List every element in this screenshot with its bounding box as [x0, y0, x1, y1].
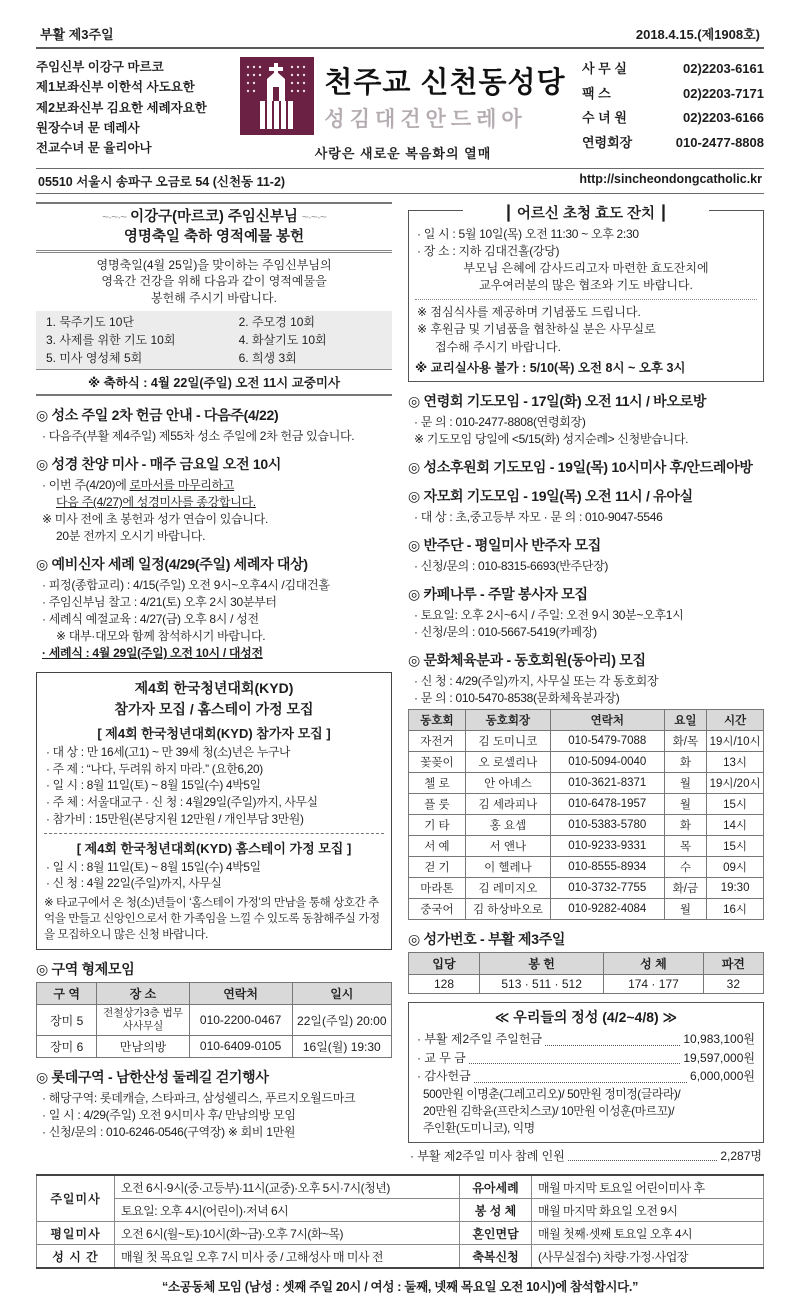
table-row: 서 예 서 앤나 010-9233-9331 목 15시	[409, 836, 764, 857]
table-header-row: 구 역 장 소 연락처 일시	[37, 983, 392, 1005]
table-row: 장미 5 전철상가3층 법무사사무실 010-2200-0467 22일(주일) 20:00	[37, 1005, 392, 1035]
table-row: 기 타 홍 요셉 010-5383-5780 화 14시	[409, 815, 764, 836]
feast-box-body: 영명축일(4월 25일)을 맞이하는 주임신부님의 영육간 건강을 위해 다음과 같이 영적예물을 봉헌해 주시기 바랍니다.	[96, 257, 332, 306]
section-yeonryeong	[408, 391, 764, 448]
offering-row: · 감사헌금 6,000,000원	[417, 1069, 755, 1084]
section-hymns	[408, 929, 764, 994]
donor-line: 500만원 이명춘(그레고리오)/ 50만원 정미정(글라라)/	[423, 1087, 681, 1102]
feast-day-label: 부활 제3주일	[40, 27, 114, 42]
section-title: ◎ 예비신자 세례 일정(4/29(주일) 세례자 대상)	[36, 556, 308, 573]
table-header-row: 입당 봉 헌 성 체 파견	[409, 953, 764, 975]
donor-line: 주인환(도미니코), 익명	[423, 1121, 535, 1136]
schedule-row: 평일미사 오전 6시(월~토)·10시(화~금)·오후 7시(화~목) 혼인면담 매월 첫째·셋째 토요일 오후 4시	[37, 1222, 764, 1245]
kyd-part1-title: [ 제4회 한국청년대회(KYD) 참가자 모집 ]	[97, 725, 331, 741]
section-line: · 토요일: 오후 2시~6시 / 주일: 오전 9시 30분~오후1시	[414, 608, 684, 623]
schedule-row: 토요일: 오후 4시(어린이)·저녁 6시 봉 성 체 매월 마지막 화요일 오전 9시	[37, 1199, 764, 1222]
elders-note: 접수해 주시기 바랍니다.	[435, 339, 561, 354]
offering-item: 3. 사제를 위한 기도 10회	[46, 332, 176, 347]
table-row: 장미 6 만남의방 010-6409-0105 16일(월) 19:30	[37, 1035, 392, 1057]
section-line: · 신 청 : 4/29(주일)까지, 사무실 또는 각 동호회장	[414, 674, 659, 689]
clergy-line: 제1보좌신부 이한석 사도요한	[36, 80, 195, 95]
divider	[415, 299, 757, 300]
section-title: ◎ 성소 주일 2차 헌금 안내 - 다음주(4/22)	[36, 406, 279, 423]
section-title: ◎ 성소후원회 기도모임 - 19일(목) 10시미사 후/안드레아방	[408, 459, 753, 476]
offerings-list	[36, 311, 392, 369]
clergy-list	[36, 57, 224, 162]
table-row: 128 513 · 511 · 512 174 · 177 32	[409, 975, 764, 994]
clergy-line: 전교수녀 문 율리아나	[36, 141, 152, 155]
schedule-row: 주일미사 오전 6시·9시(중·고등부)·11시(교중)·오후 5시·7시(청년) 유아세례 매월 마지막 토요일 어린이미사 후	[37, 1175, 764, 1199]
elders-banquet-box	[408, 206, 764, 382]
section-title: ◎ 자모회 기도모임 - 19일(목) 오전 11시 / 유아실	[408, 488, 693, 505]
contact-row: 팩 스 02)2203-7171	[582, 85, 764, 101]
section-catechumen	[36, 554, 392, 662]
kyd-line: · 참가비 : 15만원(본당지원 12만원 / 개인부담 3만원)	[46, 811, 304, 826]
section-line: · 문 의 : 010-2477-8808(연령회장)	[414, 415, 586, 430]
hymn-table	[408, 952, 764, 994]
section-line: · 해당구역: 롯데캐슬, 스타파크, 삼성쉘리스, 푸르지오월드마크	[42, 1090, 356, 1105]
clergy-line: 제2보좌신부 김요한 세례자요한	[36, 100, 207, 115]
community-quote: “소공동체 모임 (남성 : 셋째 주일 20시 / 여성 : 둘째, 넷째 목요일 오전 10시)에 참석합시다.”	[161, 1280, 639, 1295]
left-column	[36, 200, 392, 1164]
table-row: 첼 로 안 아녜스 010-3621-8371 월 19시/20시	[409, 773, 764, 794]
section-seongso-support	[408, 457, 764, 477]
section-title: ◎ 롯데구역 - 남한산성 둘레길 걷기행사	[36, 1068, 269, 1085]
church-website: http://sincheondongcatholic.kr	[579, 172, 762, 186]
section-line: · 이번 주(4/20)에 로마서를 마무리하고	[42, 478, 235, 493]
district-table	[36, 982, 392, 1057]
swirl-ornament-icon: ~·~·~	[102, 210, 127, 224]
contact-list	[582, 57, 764, 162]
elders-note: ※ 후원금 및 기념품을 협찬하실 분은 사무실로	[417, 322, 656, 337]
offering-item: 4. 화살기도 10회	[238, 332, 327, 347]
elders-box-title: ┃ 어르신 초청 효도 잔치 ┃	[463, 202, 709, 223]
elders-box-body: 부모님 은혜에 감사드리고자 마련한 효도잔치에 교우여러분의 많은 협조와 기도 바랍니다.	[463, 261, 709, 293]
section-bible-mass	[36, 454, 392, 545]
offering-item: 2. 주모경 10회	[238, 314, 316, 329]
section-title: ◎ 카페나루 - 주말 봉사자 모집	[408, 586, 588, 603]
table-row: 플 룻 김 세라피나 010-6478-1957 월 15시	[409, 794, 764, 815]
patron-name: 성김대건안드레아	[324, 107, 527, 131]
kyd-line: · 신 청 : 4월 22일(주일)까지, 사무실	[46, 876, 222, 891]
section-title: ◎ 성가번호 - 부활 제3주일	[408, 931, 566, 948]
section-line: · 일 시 : 5월 10일(목) 오전 11:30 ~ 오후 2:30	[417, 227, 639, 241]
kyd-line: · 주 제 : “나다, 두려워 하지 마라.” (요한6,20)	[46, 761, 263, 776]
church-motto: 사랑은 새로운 복음화의 열매	[314, 146, 492, 161]
section-line: · 세례식 예절교육 : 4/27(금) 오후 8시 / 성전	[42, 612, 259, 627]
offering-item: 6. 희생 3회	[238, 350, 297, 365]
feast-box-note: ※ 축하식 : 4월 22일(주일) 오전 11시 교중미사	[36, 369, 392, 394]
mass-schedule-table	[36, 1174, 764, 1269]
elders-bold-note: ※ 교리실사용 불가 : 5/10(목) 오전 8시 ~ 오후 3시	[415, 361, 686, 376]
section-line: ※ 기도모임 당일에 <5/15(화) 성지순례> 신청받습니다.	[414, 432, 689, 447]
contact-row: 사 무 실 02)2203-6161	[582, 61, 764, 76]
section-line: ※ 대부·대모와 함께 참석하시기 바랍니다.	[56, 629, 266, 644]
section-line: · 주임신부님 찰고 : 4/21(토) 오후 2시 30분부터	[42, 595, 277, 610]
kyd-line: · 대 상 : 만 16세(고1) ~ 만 39세 청(소)년은 누구나	[46, 744, 291, 759]
divider	[36, 193, 764, 194]
kyd-box	[36, 672, 392, 950]
section-line: · 대 상 : 초,중고등부 자모 · 문 의 : 010-9047-5546	[414, 510, 663, 525]
right-column	[408, 200, 764, 1164]
contact-row: 연령회장 010-2477-8808	[582, 135, 764, 151]
schedule-row: 성 시 간 매월 첫 목요일 오후 7시 미사 중 / 고해성사 매 미사 전 축복신청 (사무실접수) 차량·가정·사업장	[37, 1245, 764, 1269]
divider	[44, 833, 384, 834]
kyd-note: ※ 타교구에서 온 청(소)년들이 ‘홈스테이 가정’의 만남을 통해 상호간 추억을 만들고 신앙인으로서 한 가족임을 느낄 수 있도록 동참해주실 가정을 모집하오니 많은 신청 바랍니다.	[44, 897, 380, 942]
section-line: · 문 의 : 010-5470-8538(문화체육분과장)	[414, 691, 620, 706]
table-row: 중국어 김 하상바오로 010-9282-4084 월 16시	[409, 899, 764, 920]
offering-summary-box	[408, 1002, 764, 1143]
section-line: · 다음주(부활 제4주일) 제55차 성소 주일에 2차 헌금 있습니다.	[42, 428, 355, 443]
offering-item: 5. 미사 영성체 5회	[46, 350, 143, 365]
table-row: 자전거 김 도미니코 010-5479-7088 화/목 19시/10시	[409, 731, 764, 752]
church-logo-icon	[240, 57, 314, 135]
section-district	[36, 959, 392, 1057]
section-line: · 피정(종합교리) : 4/15(주일) 오전 9시~오후4시 /김대건홀	[42, 578, 330, 593]
section-line: · 세례식 : 4월 29일(주일) 오전 10시 / 대성전	[42, 646, 263, 661]
issue-date-label: 2018.4.15.(제1908호)	[635, 27, 760, 42]
section-title: ◎ 구역 형제모임	[36, 961, 135, 978]
contact-row: 수 녀 원 02)2203-6166	[582, 110, 764, 126]
masthead	[36, 49, 764, 168]
section-clubs	[408, 650, 764, 920]
elders-note: ※ 점심식사를 제공하며 기념품도 드립니다.	[417, 304, 641, 319]
masthead-center	[224, 57, 582, 162]
clergy-line: 주임신부 이강구 마르코	[36, 60, 164, 74]
attendance-row: · 부활 제2주일 미사 참례 인원 2,287명	[410, 1149, 762, 1164]
club-table-body	[409, 731, 764, 920]
section-line: · 장 소 : 지하 김대건홀(강당)	[417, 244, 560, 259]
section-jamohoe	[408, 486, 764, 526]
address-row	[36, 169, 764, 193]
table-row: 걷 기 이 헬레나 010-8555-8934 수 09시	[409, 857, 764, 878]
feast-day-box	[36, 202, 392, 396]
section-line: · 신청/문의 : 010-8315-6693(반주단장)	[414, 559, 609, 574]
kyd-line: · 일 시 : 8월 11일(토) ~ 8월 15일(수) 4박5일	[46, 859, 261, 874]
offering-row: · 부활 제2주일 주일헌금 10,983,100원	[417, 1032, 755, 1047]
offering-box-title: ≪ 우리들의 정성 (4/2~4/8) ≫	[494, 1009, 678, 1026]
section-cafe	[408, 584, 764, 641]
section-vocation	[36, 405, 392, 445]
club-table	[408, 709, 764, 920]
kyd-line: · 일 시 : 8월 11일(토) ~ 8월 15일(수) 4박5일	[46, 778, 261, 793]
section-line: 다음 주(4/27)에 성경미사를 종강합니다.	[56, 495, 256, 510]
table-row: 마라톤 김 레미지오 010-3732-7755 화/금 19:30	[409, 878, 764, 899]
table-row: 꽃꽂이 오 로셀리나 010-5094-0040 화 13시	[409, 752, 764, 773]
offering-row: · 교 무 금 19,597,000원	[417, 1050, 755, 1065]
swirl-ornament-icon: ~·~·~	[301, 210, 326, 224]
section-line: 20분 전까지 오시기 바랍니다.	[56, 529, 206, 544]
table-header-row: 동호회 동호회장 연락처 요일 시간	[409, 710, 764, 731]
section-line: · 신청/문의 : 010-6246-0546(구역장) ※ 회비 1만원	[42, 1124, 296, 1139]
kyd-title: 제4회 한국청년대회(KYD) 참가자 모집 / 홈스테이 가정 모집	[114, 680, 314, 717]
church-name: 천주교 신천동성당	[324, 66, 566, 99]
top-bar	[36, 24, 764, 47]
donor-line: 20만원 김학윤(프란치스코)/ 10만원 이성훈(마르꼬)/	[423, 1104, 675, 1119]
feast-box-title: ~·~·~ 이강구(마르코) 주임신부님 ~·~·~ 영명축일 축하 영적예물 봉헌	[36, 204, 392, 253]
section-title: ◎ 반주단 - 평일미사 반주자 모집	[408, 537, 601, 554]
clergy-line: 원장수녀 문 데레사	[36, 120, 140, 135]
section-title: ◎ 연령회 기도모임 - 17일(화) 오전 11시 / 바오로방	[408, 393, 707, 410]
section-line: ※ 미사 전에 초 봉헌과 성가 연습이 있습니다.	[42, 512, 268, 527]
church-address: 05510 서울시 송파구 오금로 54 (신천동 11-2)	[38, 175, 286, 189]
section-title: ◎ 문화체육분과 - 동호회원(동아리) 모집	[408, 652, 646, 669]
kyd-line: · 주 체 : 서울대교구 · 신 청 : 4월29일(주일)까지, 사무실	[46, 795, 318, 810]
kyd-part2-title: [ 제4회 한국청년대회(KYD) 홈스테이 가정 모집 ]	[76, 840, 352, 856]
section-line: · 신청/문의 : 010-5667-5419(카페장)	[414, 625, 597, 640]
section-line: · 일 시 : 4/29(주일) 오전 9시미사 후/ 만남의방 모임	[42, 1107, 296, 1122]
section-banjudan	[408, 535, 764, 575]
main-content	[36, 200, 764, 1164]
section-title: ◎ 성경 찬양 미사 - 매주 금요일 오전 10시	[36, 456, 282, 473]
offering-item: 1. 묵주기도 10단	[46, 314, 134, 329]
section-lotte	[36, 1067, 392, 1141]
